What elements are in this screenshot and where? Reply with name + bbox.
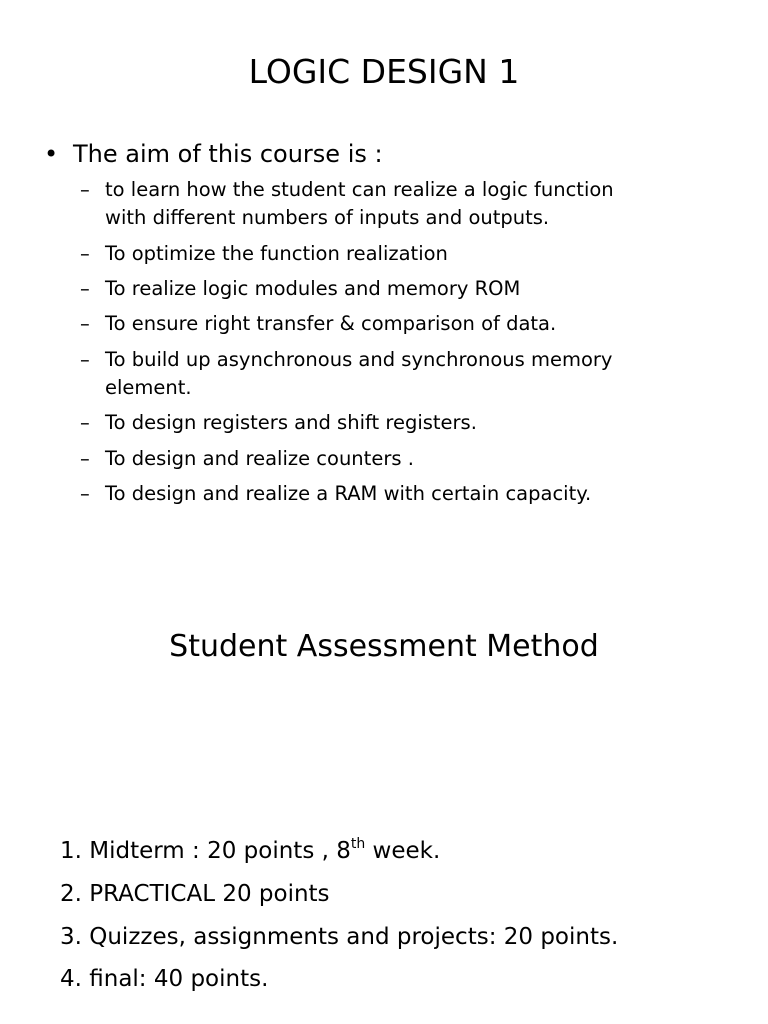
dash-marker: – [80,178,90,201]
ordinal-suffix: th [350,836,366,852]
list-item [80,176,614,232]
list-item-continuation: element. [105,376,192,399]
list-item [80,409,477,437]
dash-marker: – [80,411,90,434]
list-item-text: To design and realize a RAM with certain capacity. [105,482,592,505]
assessment-text: 1. Midterm : 20 points , 8 [60,838,351,864]
list-item [80,480,591,508]
assessment-item-final: 4. final: 40 points. [60,966,269,992]
list-item-text: To build up asynchronous and synchronous memory [105,348,613,371]
aim-heading: The aim of this course is : [73,140,383,168]
list-item-text: To realize logic modules and memory ROM [105,277,521,300]
dash-marker: – [80,447,90,470]
assessment-item-practical: 2. PRACTICAL 20 points [60,881,330,907]
list-item-text: To design registers and shift registers. [105,411,477,434]
list-item-text: To design and realize counters . [105,447,414,470]
dash-marker: – [80,312,90,335]
dash-marker: – [80,482,90,505]
list-item [80,240,448,268]
bullet-dot: • [44,140,59,168]
aim-bullet [44,137,383,171]
list-item-text: To ensure right transfer & comparison of data. [105,312,557,335]
dash-marker: – [80,277,90,300]
list-item [80,445,414,473]
list-item-text: to learn how the student can realize a logic function [105,178,614,201]
dash-marker: – [80,348,90,371]
dash-marker: – [80,242,90,265]
list-item-continuation: with different numbers of inputs and outputs. [105,206,550,229]
list-item [80,346,612,402]
section-title: Student Assessment Method [169,629,599,664]
assessment-item-quizzes: 3. Quizzes, assignments and projects: 20 points. [60,924,619,950]
list-item [80,275,520,303]
assessment-item-midterm [60,835,440,867]
page-title: LOGIC DESIGN 1 [248,52,520,91]
list-item [80,310,556,338]
assessment-text-tail: week. [365,838,441,864]
list-item-text: To optimize the function realization [105,242,448,265]
